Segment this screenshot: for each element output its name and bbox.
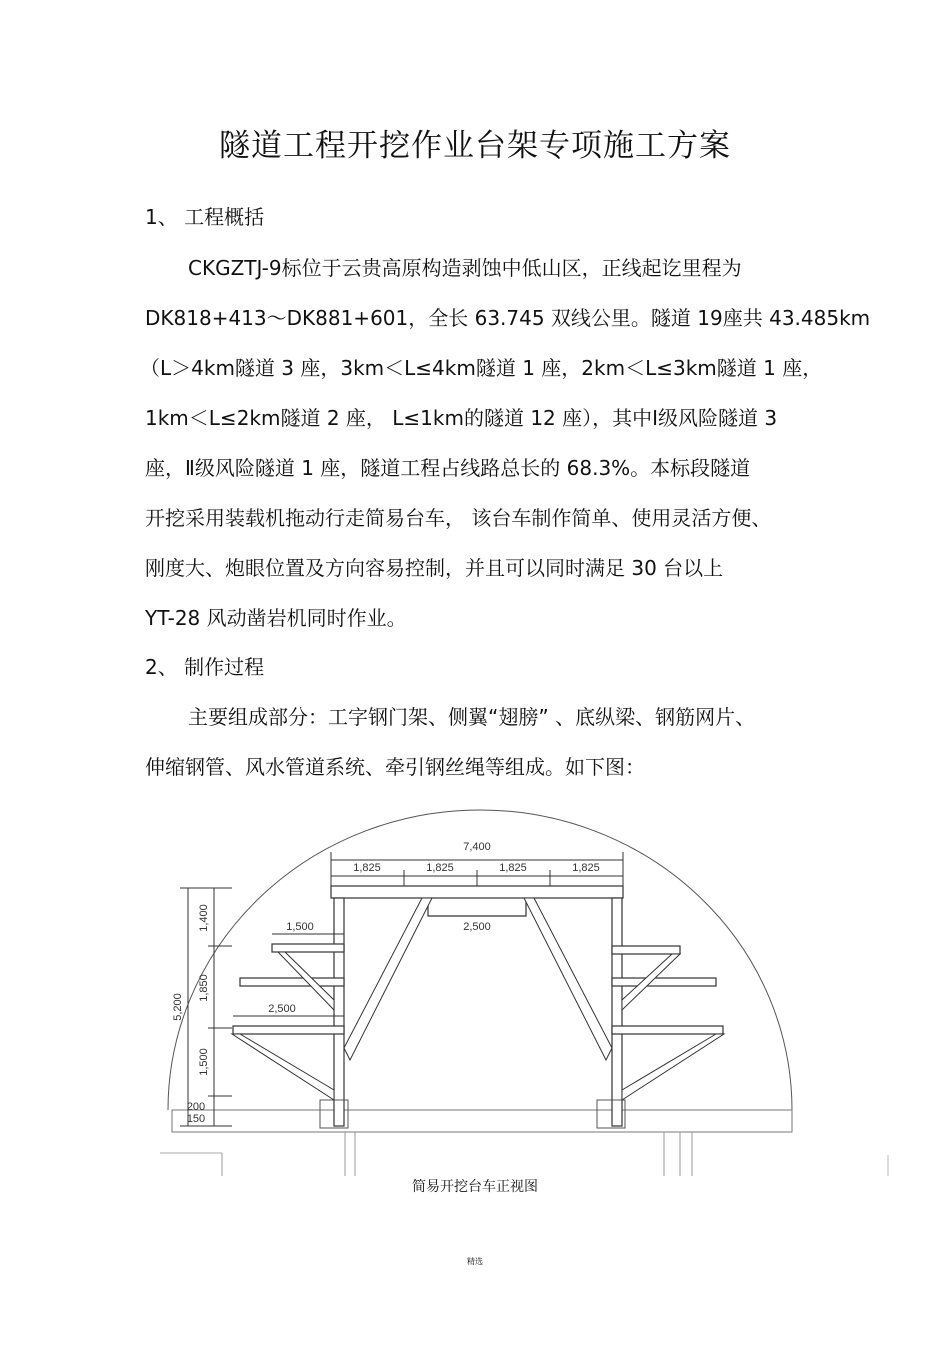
dim-span-3: 1,825 xyxy=(499,862,527,874)
left-lower-strut xyxy=(232,1034,334,1100)
ground-slab xyxy=(172,1110,792,1132)
section-1-line-3: （L＞4km隧道 3 座，3km＜L≤4km隧道 1 座，2km＜L≤3km隧道 1 座， xyxy=(140,356,823,380)
dim-h-mid: 1,850 xyxy=(198,974,210,1002)
top-beam xyxy=(331,886,623,898)
left-inner-column xyxy=(334,898,344,1126)
page-footer: 精选 xyxy=(467,1257,483,1266)
top-opening xyxy=(428,900,526,916)
section-1-line-4: 1km＜L≤2km隧道 2 座， L≤1km的隧道 12 座），其中Ⅰ级风险隧道 3 xyxy=(145,406,778,430)
section-1-line-5: 座，Ⅱ级风险隧道 1 座，隧道工程占线路总长的 68.3%。本标段隧道 xyxy=(145,456,751,480)
section-2-line-2: 伸缩钢管、风水管道系统、牵引钢丝绳等组成。如下图： xyxy=(145,755,645,779)
dim-top-opening: 2,500 xyxy=(463,921,491,933)
section-1-heading: 1、 工程概括 xyxy=(145,205,265,229)
dim-lower-wing: 2,500 xyxy=(268,1003,296,1015)
section-1-line-6: 开挖采用装载机拖动行走简易台车， 该台车制作简单、使用灵活方便、 xyxy=(145,506,772,530)
left-middle-beam xyxy=(240,978,344,986)
dim-upper-wing: 1,500 xyxy=(286,921,314,933)
dim-span-4: 1,825 xyxy=(572,862,600,874)
dim-total-width: 7,400 xyxy=(463,841,491,853)
figure-caption: 简易开挖台车正视图 xyxy=(412,1179,538,1195)
section-1-line-2: DK818+413～DK881+601，全长 63.745 双线公里。隧道 19座共 43.485km xyxy=(145,306,871,330)
section-2-line-1: 主要组成部分：工字钢门架、侧翼“翅膀” 、底纵梁、钢筋网片、 xyxy=(188,705,756,729)
section-1-line-8: YT-28 风动凿岩机同时作业。 xyxy=(145,606,407,630)
dim-span-1: 1,825 xyxy=(353,862,381,874)
left-diagonal-brace xyxy=(344,898,432,1060)
dim-h-top: 1,400 xyxy=(198,904,210,932)
tunnel-arch-outline xyxy=(168,810,792,1110)
right-lower-wing xyxy=(612,1026,723,1034)
right-diagonal-brace xyxy=(524,898,612,1060)
right-middle-beam xyxy=(612,978,716,986)
section-2-heading: 2、 制作过程 xyxy=(145,655,265,679)
right-upper-wing xyxy=(612,946,680,954)
section-1-line-1: CKGZTJ-9标位于云贵高原构造剥蚀中低山区，正线起讫里程为 xyxy=(188,256,742,280)
left-lower-wing xyxy=(233,1026,344,1034)
dim-h-base: 200 xyxy=(186,1101,206,1113)
left-upper-wing xyxy=(272,944,344,952)
right-inner-column xyxy=(612,898,622,1126)
right-lower-strut xyxy=(622,1034,724,1100)
dim-h-base2: 150 xyxy=(186,1113,206,1125)
trolley-front-view-drawing xyxy=(0,800,950,1180)
dim-h-low: 1,500 xyxy=(198,1048,210,1076)
document-title: 隧道工程开挖作业台架专项施工方案 xyxy=(219,128,731,164)
section-1-line-7: 刚度大、炮眼位置及方向容易控制，并且可以同时满足 30 台以上 xyxy=(145,556,724,580)
dim-span-2: 1,825 xyxy=(426,862,454,874)
dim-total-height: 5,200 xyxy=(172,993,184,1021)
